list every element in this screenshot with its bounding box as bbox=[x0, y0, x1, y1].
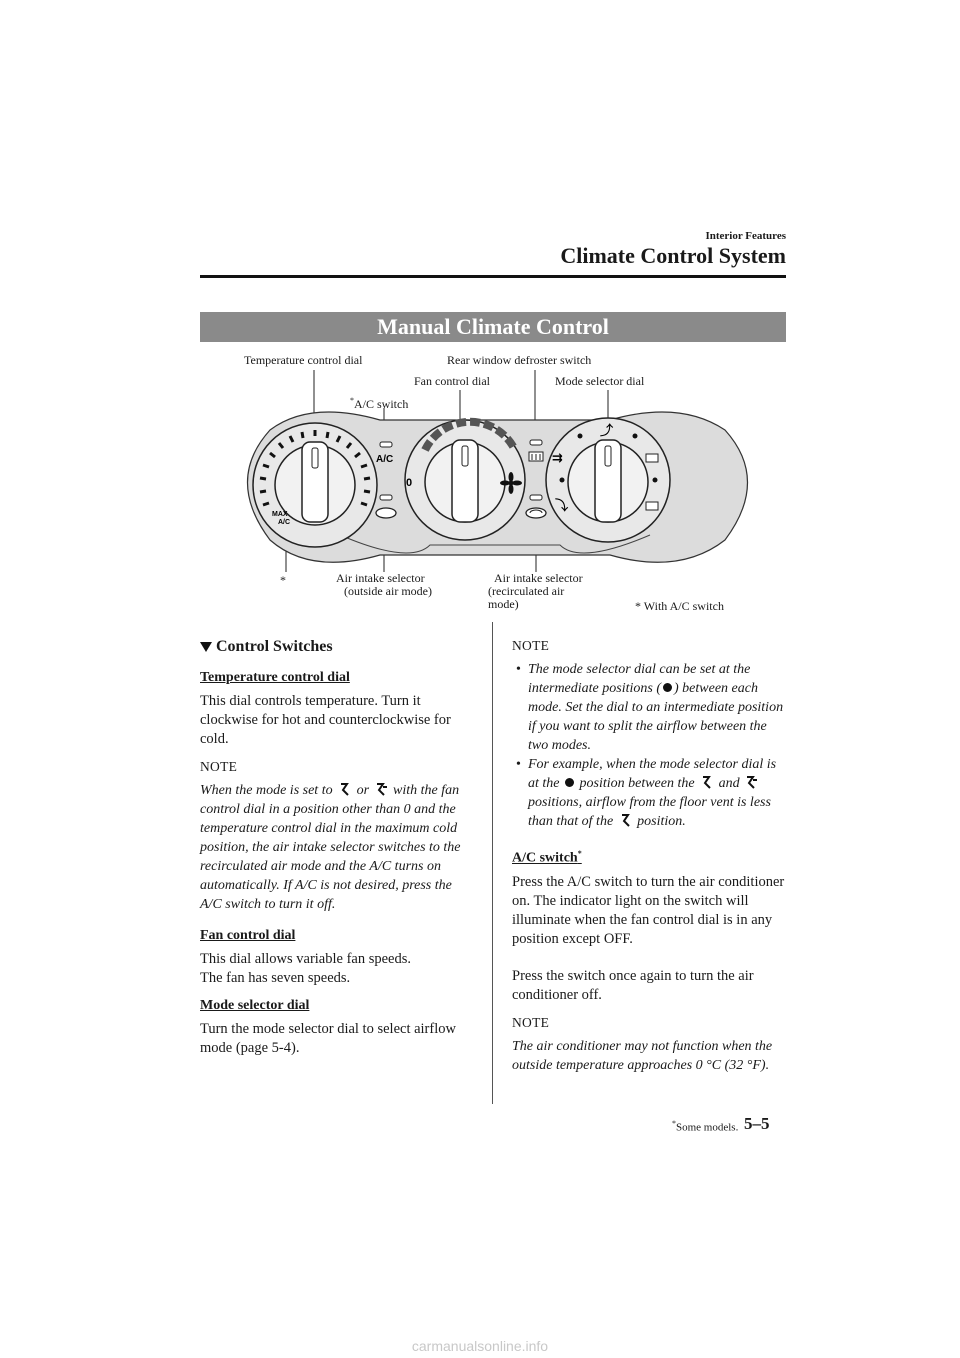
right-column bbox=[512, 638, 786, 1089]
mode-face-icon: ⤴ bbox=[600, 424, 614, 439]
triangle-marker-icon bbox=[200, 642, 212, 652]
label-intake-outside-1: Air intake selector bbox=[336, 571, 425, 585]
label-mode-dial: Mode selector dial bbox=[555, 374, 645, 388]
ac-button-label: A/C bbox=[376, 454, 394, 465]
mode-note-2: • For example, when the mode selector dial is at the position between the and positions, airflow from the floor vent is less than that of the position. bbox=[516, 757, 777, 829]
note-label: NOTE bbox=[200, 759, 238, 774]
heading-fan-dial: Fan control dial bbox=[200, 928, 296, 943]
floor-defrost-mode-icon bbox=[375, 783, 388, 796]
label-temperature-dial: Temperature control dial bbox=[244, 353, 363, 367]
ac-note-label: NOTE bbox=[512, 1014, 550, 1030]
watermark: carmanualsonline.info bbox=[411, 1338, 549, 1354]
temperature-dial-text: This dial controls temperature. Turn it clockwise for hot and counterclockwise for cold. bbox=[200, 693, 451, 747]
heading-temperature-dial: Temperature control dial bbox=[200, 670, 350, 685]
mode-defrost-icon bbox=[646, 502, 658, 510]
intermediate-dot-icon bbox=[565, 778, 574, 787]
page-number: 5–5 bbox=[744, 1114, 770, 1133]
header-section: Interior Features bbox=[705, 230, 786, 242]
mode-floor-defrost-icon bbox=[646, 454, 658, 462]
fan-dial-text-2: The fan has seven speeds. bbox=[200, 970, 351, 986]
heading-mode-dial: Mode selector dial bbox=[200, 998, 310, 1013]
label-intake-recirc-3: mode) bbox=[488, 597, 519, 611]
mode-note-1: • The mode selector dial can be set at the intermediate positions ( ) between each mode. Set the dial to an intermediate position if you want to split the airflow between the two modes. bbox=[516, 662, 784, 753]
floor-defrost-mode-icon bbox=[745, 776, 758, 789]
footnote-some-models: *Some models. bbox=[672, 1119, 739, 1134]
intermediate-dot-icon bbox=[663, 683, 672, 692]
label-fan-dial: Fan control dial bbox=[414, 374, 490, 388]
label-rear-defroster: Rear window defroster switch bbox=[447, 353, 592, 367]
max-ac-label: A/C bbox=[278, 519, 291, 526]
label-intake-outside-2: (outside air mode) bbox=[344, 584, 432, 598]
mode-dial-text: Turn the mode selector dial to select airflow mode (page 5-4). bbox=[200, 1021, 456, 1056]
section-banner: Manual Climate Control bbox=[200, 312, 786, 342]
column-divider bbox=[492, 622, 493, 1104]
label-intake-recirc-2: (recirculated air bbox=[488, 584, 565, 598]
fan-dial bbox=[405, 420, 525, 540]
floor-mode-icon bbox=[338, 783, 351, 796]
fan-dial-text-1: This dial allows variable fan speeds. bbox=[200, 951, 411, 967]
ac-note: The air conditioner may not function when the outside temperature approaches 0 °C (32 °F). bbox=[512, 1038, 773, 1073]
climate-control-diagram bbox=[230, 350, 760, 620]
fan-zero-label: 0 bbox=[406, 477, 413, 489]
section-control-switches: Control Switches bbox=[200, 638, 472, 656]
ac-switch-text-2: Press the switch once again to turn the air conditioner off. bbox=[512, 967, 754, 1003]
left-column bbox=[200, 638, 472, 1068]
label-with-ac: * With A/C switch bbox=[635, 599, 724, 613]
mode-floor-icon: ⤵ bbox=[555, 499, 569, 514]
label-star: * bbox=[280, 573, 286, 587]
label-intake-recirc-1: Air intake selector bbox=[494, 571, 583, 585]
note-label-right: NOTE bbox=[512, 638, 550, 653]
floor-mode-icon bbox=[700, 776, 713, 789]
mode-dial bbox=[546, 418, 670, 542]
max-label: MAX bbox=[272, 511, 288, 518]
mode-bilevel-icon: ⇉ bbox=[552, 451, 563, 466]
ac-switch-text-1: Press the A/C switch to turn the air conditioner on. The indicator light on the switch will illuminate when the fan control dial is in any position except OFF. bbox=[512, 873, 785, 947]
floor-mode-icon bbox=[619, 814, 632, 827]
header-rule bbox=[200, 275, 786, 278]
heading-ac-switch: A/C switch* bbox=[512, 849, 582, 866]
temperature-note: When the mode is set to or with the fan control dial in a position other than 0 and the temperature control dial in the maximum cold position, the air intake selector switches to the recirculated air mode and the A/C turns on automatically. If A/C is not desired, press the A/C switch to turn it off. bbox=[200, 783, 461, 912]
temperature-dial bbox=[253, 423, 377, 547]
label-ac-switch: *A/C switch bbox=[350, 396, 409, 411]
mode-notes-list bbox=[512, 660, 786, 831]
page-title: Climate Control System bbox=[560, 243, 786, 268]
